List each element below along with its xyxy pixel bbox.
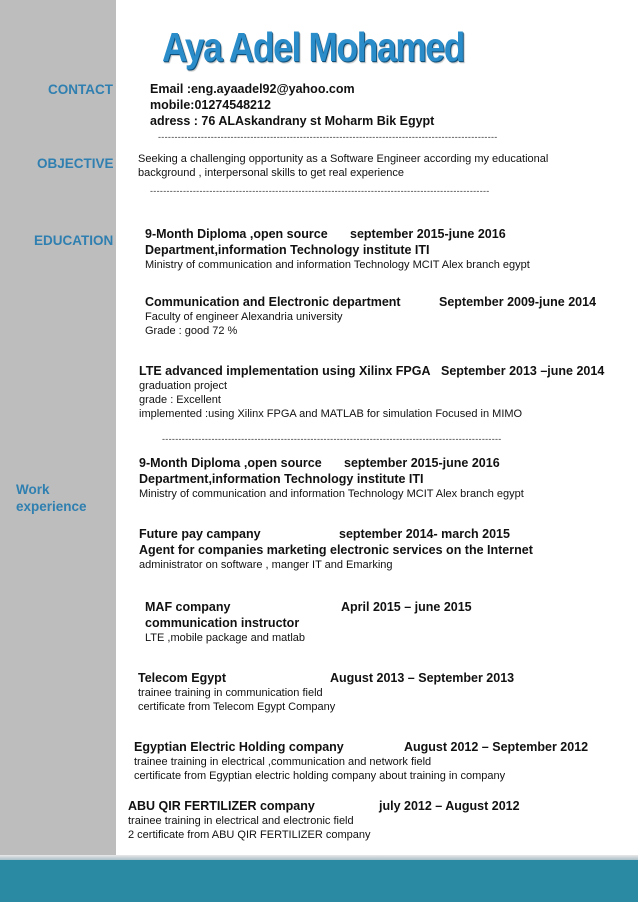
section-label-contact: CONTACT — [48, 82, 113, 97]
contact-email: Email :eng.ayaadel92@yahoo.com — [150, 82, 355, 96]
footer-bar — [0, 860, 638, 902]
education-date: September 2009-june 2014 — [439, 295, 597, 309]
work-detail: trainee training in electrical and electronic field — [128, 815, 354, 827]
separator: ------------------------------------------------------------------------------------------------------- — [162, 434, 502, 444]
education-subtitle: Department,information Technology institute ITI — [145, 243, 430, 257]
work-title: Telecom Egypt — [138, 671, 226, 685]
contact-address: adress : 76 ALAskandrany st Moharm Bik Egypt — [150, 114, 435, 128]
work-detail: 2 certificate from ABU QIR FERTILIZER company — [128, 829, 371, 841]
work-date: August 2013 – September 2013 — [330, 671, 515, 685]
education-title: 9-Month Diploma ,open source — [145, 227, 328, 241]
work-detail: LTE ,mobile package and matlab — [145, 632, 305, 644]
education-detail: graduation project — [139, 380, 228, 392]
work-detail: trainee training in communication field — [138, 687, 323, 699]
work-title: 9-Month Diploma ,open source — [139, 456, 322, 470]
education-detail: Faculty of engineer Alexandria university — [145, 311, 343, 323]
separator: ------------------------------------------------------------------------------------------------------- — [158, 132, 498, 142]
work-detail: Ministry of communication and information Technology MCIT Alex branch egypt — [139, 488, 524, 500]
work-date: july 2012 – August 2012 — [379, 799, 520, 813]
education-title: LTE advanced implementation using Xilinx FPGA — [139, 364, 431, 378]
education-detail: Ministry of communication and information Technology MCIT Alex branch egypt — [145, 259, 530, 271]
work-title: Egyptian Electric Holding company — [134, 740, 344, 754]
objective-line: Seeking a challenging opportunity as a Software Engineer according my educational — [138, 153, 549, 165]
education-detail: grade : Excellent — [139, 394, 221, 406]
work-detail: administrator on software , manger IT and Emarking — [139, 559, 393, 571]
work-title: Future pay campany — [139, 527, 261, 541]
contact-mobile: mobile:01274548212 — [150, 98, 271, 112]
education-detail: implemented :using Xilinx FPGA and MATLAB for simulation Focused in MIMO — [139, 408, 523, 420]
education-detail: Grade : good 72 % — [145, 325, 238, 337]
education-date: September 2013 –june 2014 — [441, 364, 605, 378]
work-date: september 2014- march 2015 — [339, 527, 510, 541]
work-date: August 2012 – September 2012 — [404, 740, 589, 754]
sidebar — [0, 0, 116, 858]
resume-name: Aya Adel Mohamed — [162, 24, 464, 70]
work-detail: certificate from Egyptian electric holding company about training in company — [134, 770, 506, 782]
separator: ------------------------------------------------------------------------------------------------------- — [150, 186, 490, 196]
work-subtitle: Agent for companies marketing electronic services on the Internet — [139, 543, 533, 557]
education-date: september 2015-june 2016 — [350, 227, 506, 241]
work-detail: certificate from Telecom Egypt Company — [138, 701, 336, 713]
education-title: Communication and Electronic department — [145, 295, 401, 309]
work-subtitle: Department,information Technology institute ITI — [139, 472, 424, 486]
section-label-objective: OBJECTIVE — [37, 156, 114, 171]
section-label-work-line1: Work — [16, 482, 50, 497]
work-detail: trainee training in electrical ,communication and network field — [134, 756, 432, 768]
work-subtitle: communication instructor — [145, 616, 300, 630]
work-title: ABU QIR FERTILIZER company — [128, 799, 315, 813]
work-date: september 2015-june 2016 — [344, 456, 500, 470]
section-label-work-line2: experience — [16, 499, 87, 514]
objective-line: background , interpersonal skills to get real experience — [138, 167, 404, 179]
work-date: April 2015 – june 2015 — [341, 600, 472, 614]
section-label-education: EDUCATION — [34, 233, 114, 248]
work-title: MAF company — [145, 600, 231, 614]
